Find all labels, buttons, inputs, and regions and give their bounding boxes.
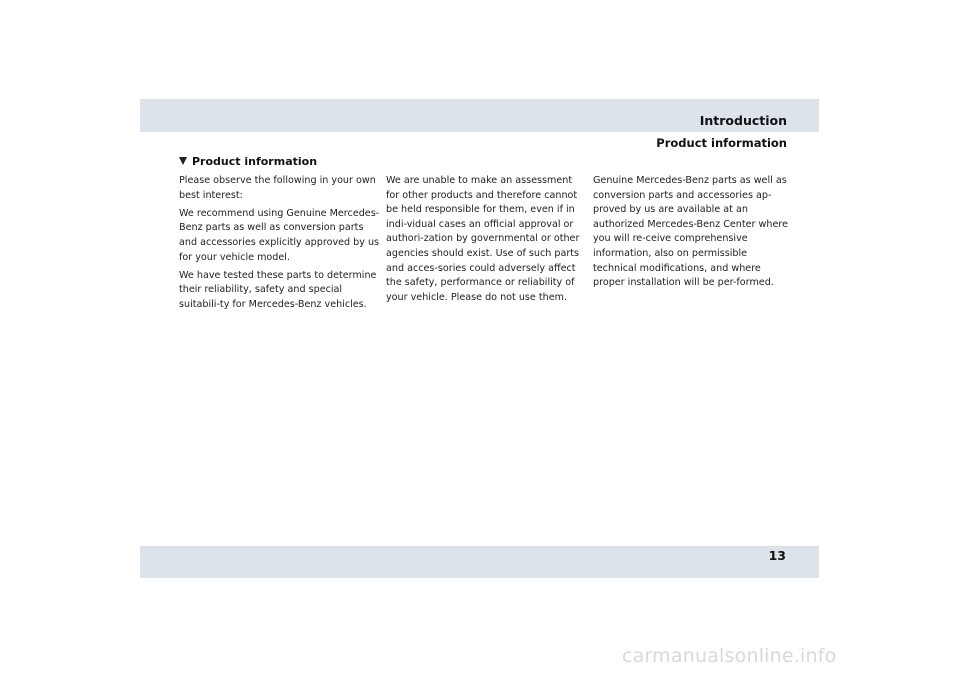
watermark: carmanualsonline.info <box>622 645 837 667</box>
footer-band <box>140 546 819 578</box>
section-title: Product information <box>656 136 787 150</box>
text-column-1 <box>179 174 381 316</box>
paragraph: Please observe the following in your own best interest: <box>179 175 376 201</box>
chapter-title: Introduction <box>699 113 787 128</box>
content-heading-text: Product information <box>192 155 318 168</box>
paragraph: Genuine Mercedes-Benz parts as well as conversion parts and accessories ap-proved by us are available at an authorized Mercedes-Benz Center where you will re-ceive comprehensive information, also on permissible technical modifications, and where proper installation will be per-formed. <box>593 175 789 289</box>
paragraph: We have tested these parts to determine their reliability, safety and special suitabili-ty for Mercedes-Benz vehicles. <box>179 269 377 310</box>
page-number: 13 <box>768 548 786 563</box>
paragraph: We recommend using Genuine Mercedes-Benz parts as well as conversion parts and accessories explicitly approved by us for your vehicle model. <box>179 207 380 263</box>
content-heading <box>179 155 317 168</box>
text-column-3 <box>593 174 793 294</box>
triangle-down-icon <box>179 157 187 165</box>
text-column-2 <box>386 174 586 309</box>
paragraph: We are unable to make an assessment for other products and therefore cannot be held responsible for them, even if in indi-vidual cases an official approval or authori-zation by governmental or other agencies should exist. Use of such parts and acces-sories could adversely affect the safety, performance or reliability of your vehicle. Please do not use them. <box>386 175 580 303</box>
